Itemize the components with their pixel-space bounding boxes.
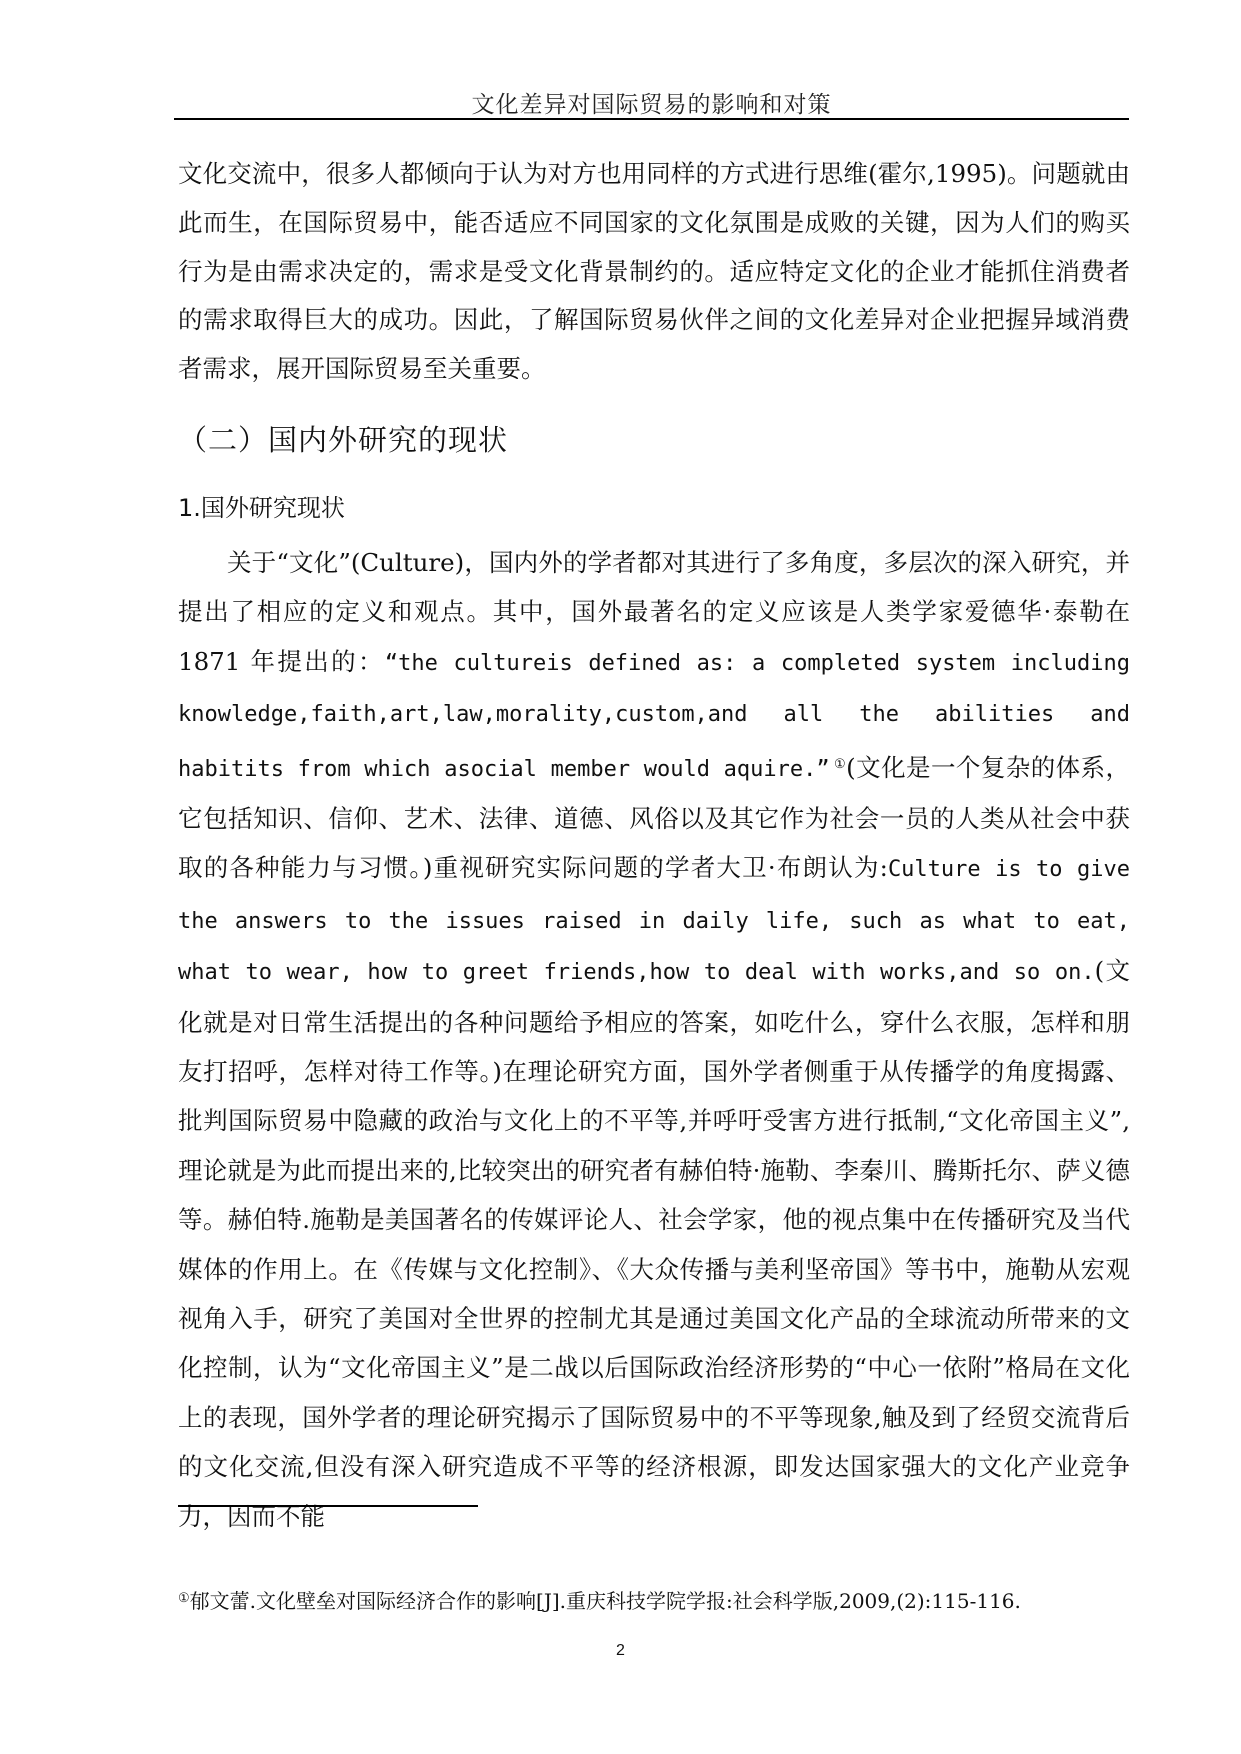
- footnote: [178, 1585, 1138, 1615]
- tylor-quote: “the cultureis defined as: a completed system including knowledge,faith,art,law,morality,custom,and all the abilities and habitits from which asocial member would aquire.”: [178, 650, 1130, 782]
- header-rule: [174, 118, 1129, 120]
- research-text-part1: 关于“文化”(Culture)，国内外的学者都对其进行了多角度，多层次的深入研究，并提出了相应的定义和观点。其中，国外最著名的定义应该是人类学家爱德华·泰勒在1871 年提出的：: [178, 547, 1130, 676]
- running-header-title: 文化差异对国际贸易的影响和对策: [471, 92, 832, 118]
- body-text: [178, 150, 1130, 1541]
- footnote-reference[interactable]: ①: [833, 756, 847, 772]
- section-heading: （二）国内外研究的现状: [178, 422, 509, 457]
- research-paragraph: [178, 538, 1130, 1541]
- intro-paragraph: 文化交流中，很多人都倾向于认为对方也用同样的方式进行思维(霍尔,1995)。问题就由此而生，在国际贸易中，能否适应不同国家的文化氛围是成败的关键，因为人们的购买行为是由需求决定的，需求是受文化背景制约的。适应特定文化的企业才能抓住消费者的需求取得巨大的成功。因此，了解国际贸易伙伴之间的文化差异对企业把握异域消费者需求，展开国际贸易至关重要。: [178, 159, 1130, 384]
- subsection-heading: 1.国外研究现状: [178, 493, 345, 522]
- footnote-mark: ①: [178, 1591, 190, 1606]
- research-text-part3: (文化就是对日常生活提出的各种问题给予相应的答案，如吃什么，穿什么衣服，怎样和朋友打招呼，怎样对待工作等。)在理论研究方面，国外学者侧重于从传播学的角度揭露、批判国际贸易中隐藏的政治与文化上的不平等,并呼吁受害方进行抵制,“文化帝国主义”,理论就是为此而提出来的,比较突出的研究者有赫伯特·施勒、李秦川、腾斯托尔、萨义德等。赫伯特.施勒是美国著名的传媒评论人、社会学家，他的视点集中在传播研究及当代媒体的作用上。在《传媒与文化控制》、《大众传播与美利坚帝国》等书中，施勒从宏观视角入手，研究了美国对全世界的控制尤其是通过美国文化产品的全球流动所带来的文化控制，认为“文化帝国主义”是二战以后国际政治经济形势的“中心一依附”格局在文化上的表现，国外学者的理论研究揭示了国际贸易中的不平等现象,触及到了经贸交流背后的文化交流,但没有深入研究造成不平等的经济根源，即发达国家强大的文化产业竞争力，因而不能: [178, 956, 1130, 1531]
- page-number: 2: [616, 1642, 625, 1659]
- footnote-text: 郁文蕾.文化壁垒对国际经济合作的影响[J].重庆科技学院学报:社会科学版,2009,(2):115-116.: [189, 1589, 1021, 1613]
- brown-quote: Culture is to give the answers to the issues raised in daily life, such as what to eat, what to wear, how to greet friends,how to deal with works,and so on.: [178, 857, 1130, 986]
- research-text-part2: (文化是一个复杂的体系，它包括知识、信仰、艺术、法律、道德、风俗以及其它作为社会一员的人类从社会中获取的各种能力与习惯。)重视研究实际问题的学者大卫·布朗认为:: [178, 752, 1130, 883]
- footnote-separator: [178, 1505, 478, 1507]
